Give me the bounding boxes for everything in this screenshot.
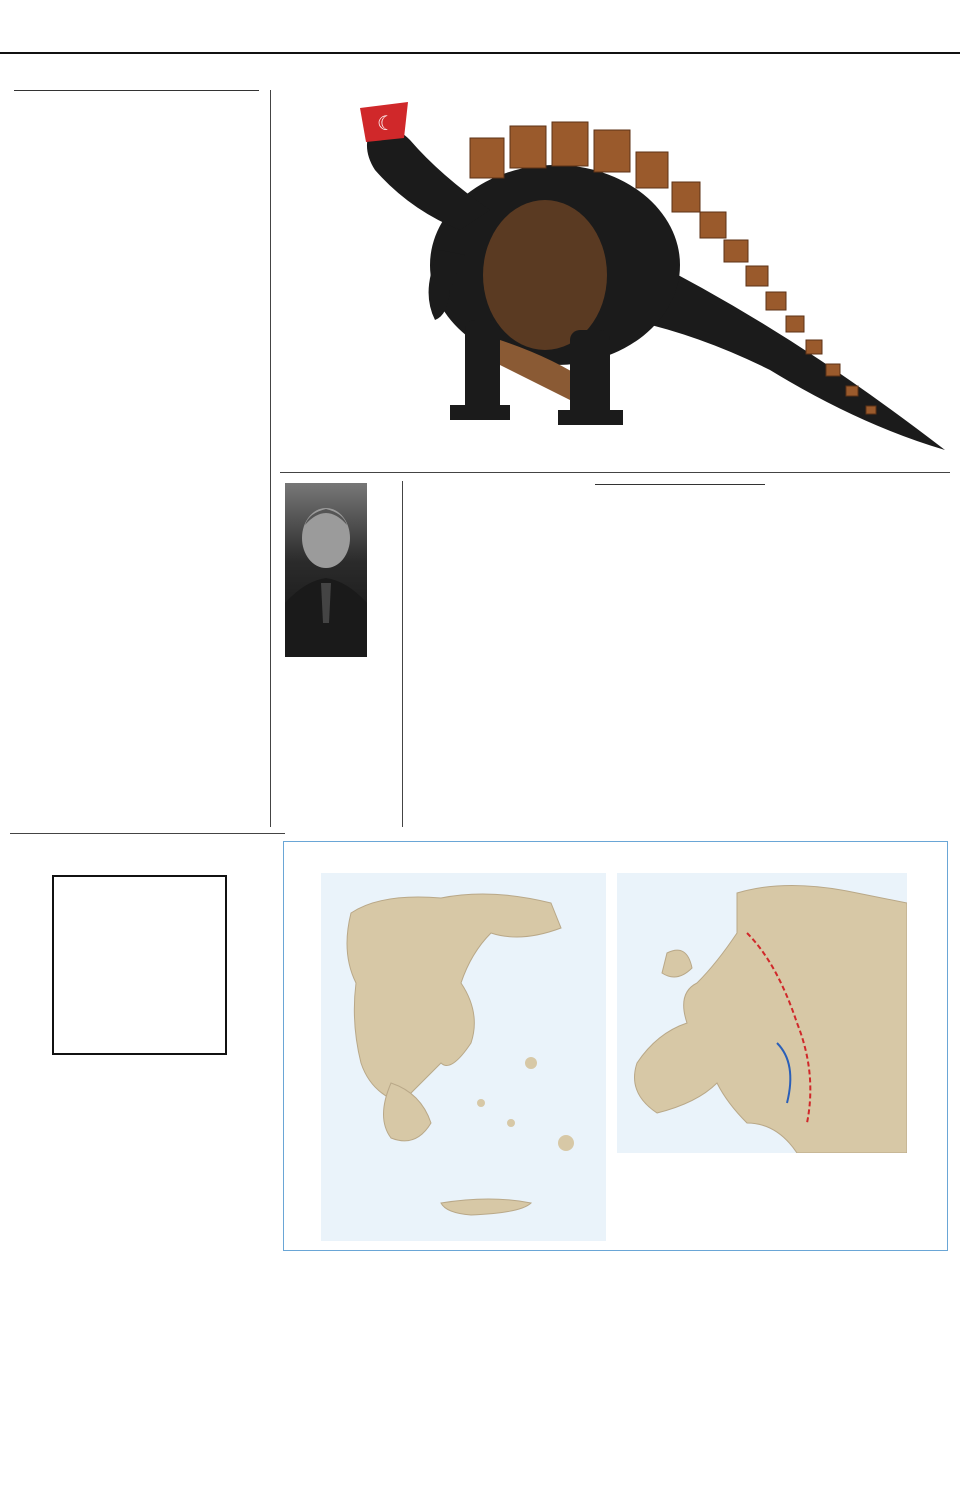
svg-text:☾: ☾ [377, 111, 395, 135]
page-header [0, 0, 960, 54]
author-photo [285, 483, 367, 657]
europe-weather-map [617, 873, 907, 1153]
column-headline [14, 115, 259, 143]
maskes-column [595, 484, 765, 509]
analytic-forecast-grid [600, 1262, 945, 1395]
greece-map-outline [321, 873, 606, 1241]
loverdos-article [412, 481, 575, 487]
europe-map-outline [617, 873, 907, 1153]
dinosaur-cartoon [300, 60, 950, 460]
diagonios-column [14, 90, 259, 827]
column-kicker [595, 484, 765, 489]
greece-weather-map [321, 873, 606, 1241]
horizontal-divider [280, 472, 950, 473]
column-divider [270, 90, 271, 827]
crossword [14, 845, 274, 849]
maskes-column-continued [773, 481, 943, 487]
column-divider [402, 481, 403, 827]
crossword-solution [16, 1393, 276, 1404]
down-clues [148, 1077, 276, 1083]
weather-section [283, 833, 948, 1478]
horizontal-divider [10, 833, 285, 834]
crossword-grid[interactable] [52, 875, 227, 1055]
